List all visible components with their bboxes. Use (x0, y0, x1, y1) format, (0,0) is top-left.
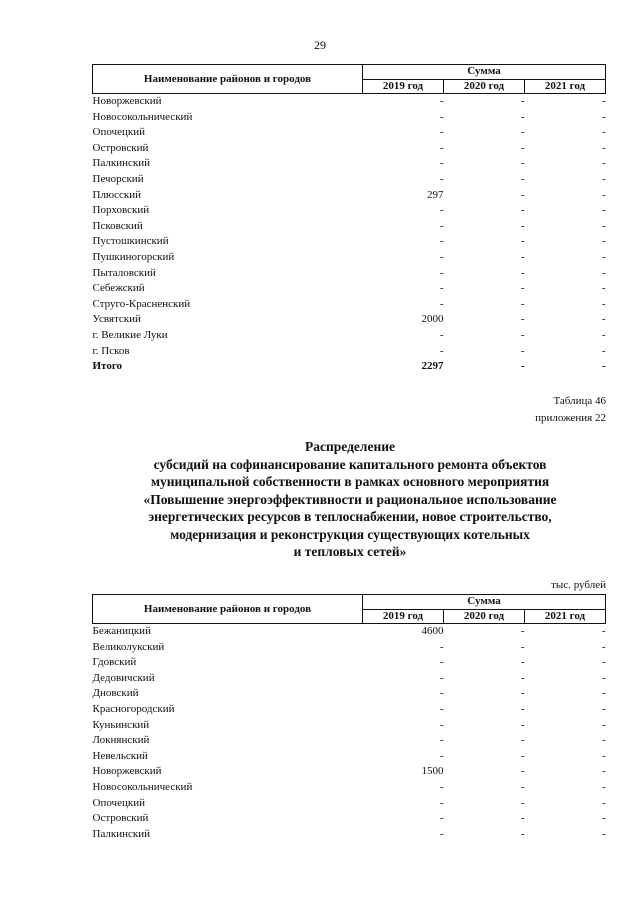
district-name: Пушкиногорский (92, 250, 175, 263)
total-2019: 2297 (421, 360, 444, 373)
district-name: Плюсский (92, 188, 142, 201)
value-2020: - (520, 235, 525, 248)
table-row (93, 156, 606, 172)
value-2019: - (439, 640, 444, 653)
district-name: Палкинский (92, 827, 151, 840)
district-name: Бежаницкий (92, 625, 151, 637)
column-header-2019: 2019 год (363, 609, 444, 624)
value-2020: - (520, 266, 525, 279)
table-row (93, 671, 606, 687)
column-header-sum: Сумма (363, 595, 606, 610)
value-2019: - (439, 235, 444, 248)
value-2019: - (439, 250, 444, 263)
column-header-sum: Сумма (363, 65, 606, 80)
value-2019: - (439, 812, 444, 825)
district-name: Куньинский (92, 718, 150, 731)
district-name: Новоржевский (92, 765, 162, 778)
column-header-2020: 2020 год (444, 79, 525, 94)
table-row (93, 764, 606, 780)
value-2021: - (601, 812, 606, 825)
district-name: Псковский (92, 219, 143, 232)
column-header-2019: 2019 год (363, 79, 444, 94)
value-2020: - (520, 204, 525, 217)
district-name: Новосокольнический (92, 780, 193, 793)
value-2020: - (520, 702, 525, 715)
value-2021: - (601, 250, 606, 263)
district-name: Дновский (92, 687, 139, 700)
value-2020: - (520, 687, 525, 700)
district-name: г. Псков (92, 344, 130, 357)
total-2021: - (601, 360, 606, 373)
total-label: Итого (92, 360, 123, 373)
table-number: Таблица 46 (553, 395, 606, 407)
district-name: Себежский (92, 282, 145, 295)
value-2021: - (601, 172, 606, 185)
value-2019: - (439, 702, 444, 715)
table-row (93, 281, 606, 297)
value-2020: - (520, 749, 525, 762)
table-row (93, 234, 606, 250)
district-name: Опочецкий (92, 796, 145, 809)
value-2020: - (520, 110, 525, 123)
appendix-reference: приложения 22 (535, 412, 606, 424)
value-2020: - (520, 718, 525, 731)
distribution-table (92, 594, 606, 842)
value-2019: - (439, 656, 444, 669)
table-row (93, 749, 606, 765)
value-2020: - (520, 297, 525, 310)
table-row (93, 827, 606, 843)
units-label: тыс. рублей (551, 579, 606, 591)
document-title (100, 438, 600, 561)
district-name: Гдовский (92, 656, 137, 669)
value-2019: - (439, 157, 444, 170)
value-2021: - (601, 687, 606, 700)
value-2021: - (601, 95, 606, 107)
column-header-name: Наименование районов и городов (93, 65, 363, 94)
value-2021: - (601, 780, 606, 793)
table-row (93, 125, 606, 141)
value-2020: - (520, 625, 525, 637)
title-line: и тепловых сетей» (293, 544, 407, 559)
value-2019: 297 (427, 188, 444, 201)
table-row (93, 344, 606, 360)
value-2019: - (439, 749, 444, 762)
table-row (93, 203, 606, 219)
column-header-2021: 2021 год (525, 609, 606, 624)
table-row (93, 172, 606, 188)
table-row (93, 250, 606, 266)
value-2020: - (520, 780, 525, 793)
column-header-2021: 2021 год (525, 79, 606, 94)
value-2021: - (601, 297, 606, 310)
table-row (93, 312, 606, 328)
value-2019: - (439, 282, 444, 295)
title-line: муниципальной собственности в рамках основного мероприятия (150, 474, 550, 489)
value-2020: - (520, 95, 525, 107)
table-row (93, 780, 606, 796)
district-name: Пустошкинский (92, 235, 169, 248)
value-2019: - (439, 734, 444, 747)
value-2020: - (520, 126, 525, 139)
total-2020: - (520, 360, 525, 373)
value-2020: - (520, 188, 525, 201)
value-2020: - (520, 765, 525, 778)
value-2020: - (520, 157, 525, 170)
district-name: г. Великие Луки (92, 328, 168, 341)
value-2019: - (439, 141, 444, 154)
table-row (93, 733, 606, 749)
table-row (93, 94, 606, 110)
value-2020: - (520, 172, 525, 185)
value-2021: - (601, 157, 606, 170)
table-row (93, 796, 606, 812)
value-2021: - (601, 141, 606, 154)
value-2021: - (601, 282, 606, 295)
table-row (93, 328, 606, 344)
district-name: Красногородский (92, 702, 175, 715)
value-2021: - (601, 718, 606, 731)
table-row (93, 297, 606, 313)
value-2021: - (601, 671, 606, 684)
value-2020: - (520, 812, 525, 825)
title-line: Распределение (304, 439, 396, 454)
value-2021: - (601, 328, 606, 341)
district-name: Пыталовский (92, 266, 156, 279)
table-row (93, 219, 606, 235)
value-2019: - (439, 110, 444, 123)
value-2020: - (520, 250, 525, 263)
value-2021: - (601, 749, 606, 762)
district-name: Струго-Красненский (92, 297, 191, 310)
table-row (93, 266, 606, 282)
table-row (93, 640, 606, 656)
value-2019: - (439, 95, 444, 107)
table-row (93, 686, 606, 702)
value-2021: - (601, 235, 606, 248)
value-2021: - (601, 796, 606, 809)
table-row (93, 702, 606, 718)
value-2021: - (601, 734, 606, 747)
value-2019: - (439, 718, 444, 731)
district-name: Островский (92, 812, 149, 825)
value-2020: - (520, 796, 525, 809)
column-header-2020: 2020 год (444, 609, 525, 624)
district-name: Печорский (92, 172, 144, 185)
value-2020: - (520, 671, 525, 684)
title-line: энергетических ресурсов в теплоснабжении, новое строительство, (148, 509, 552, 524)
column-header-name: Наименование районов и городов (93, 595, 363, 624)
table-row (93, 141, 606, 157)
value-2019: - (439, 687, 444, 700)
value-2021: - (601, 266, 606, 279)
table-row (93, 718, 606, 734)
value-2021: - (601, 765, 606, 778)
value-2019: - (439, 827, 444, 840)
value-2019: - (439, 671, 444, 684)
total-row (93, 359, 606, 375)
value-2019: - (439, 297, 444, 310)
district-name: Опочецкий (92, 126, 145, 139)
value-2021: - (601, 188, 606, 201)
title-line: субсидий на софинансирование капитального ремонта объектов (153, 456, 547, 472)
table-row (93, 188, 606, 204)
value-2020: - (520, 640, 525, 653)
value-2019: - (439, 204, 444, 217)
value-2020: - (520, 734, 525, 747)
value-2020: - (520, 282, 525, 295)
district-name: Островский (92, 141, 149, 154)
value-2021: - (601, 344, 606, 357)
value-2021: - (601, 640, 606, 653)
district-name: Дедовичский (92, 671, 155, 684)
value-2020: - (520, 656, 525, 669)
value-2021: - (601, 204, 606, 217)
table-row (93, 655, 606, 671)
title-line: «Повышение энергоэффективности и рациональное использование (143, 491, 557, 507)
value-2019: - (439, 344, 444, 357)
table-row (93, 811, 606, 827)
district-name: Новосокольнический (92, 110, 193, 123)
title-line: модернизация и реконструкция существующих котельных (170, 526, 530, 542)
value-2021: - (601, 702, 606, 715)
value-2019: 1500 (421, 765, 444, 778)
district-name: Палкинский (92, 157, 151, 170)
district-name: Невельский (92, 749, 148, 762)
value-2021: - (601, 625, 606, 637)
value-2021: - (601, 110, 606, 123)
value-2020: - (520, 344, 525, 357)
table-row (93, 110, 606, 126)
value-2019: 4600 (421, 625, 444, 637)
district-name: Великолукский (92, 640, 165, 653)
page-number: 29 (314, 38, 326, 52)
value-2019: - (439, 328, 444, 341)
value-2019: 2000 (421, 313, 444, 326)
table-row (93, 624, 606, 640)
district-name: Новоржевский (92, 95, 162, 107)
value-2021: - (601, 126, 606, 139)
value-2019: - (439, 796, 444, 809)
value-2019: - (439, 126, 444, 139)
value-2021: - (601, 827, 606, 840)
value-2020: - (520, 328, 525, 341)
value-2019: - (439, 780, 444, 793)
distribution-table-continued (92, 64, 606, 375)
district-name: Локнянский (92, 734, 150, 747)
value-2019: - (439, 266, 444, 279)
value-2019: - (439, 172, 444, 185)
value-2020: - (520, 313, 525, 326)
value-2021: - (601, 313, 606, 326)
value-2019: - (439, 219, 444, 232)
value-2020: - (520, 219, 525, 232)
value-2020: - (520, 141, 525, 154)
value-2020: - (520, 827, 525, 840)
value-2021: - (601, 219, 606, 232)
district-name: Порховский (92, 204, 150, 217)
value-2021: - (601, 656, 606, 669)
district-name: Усвятский (92, 313, 141, 326)
